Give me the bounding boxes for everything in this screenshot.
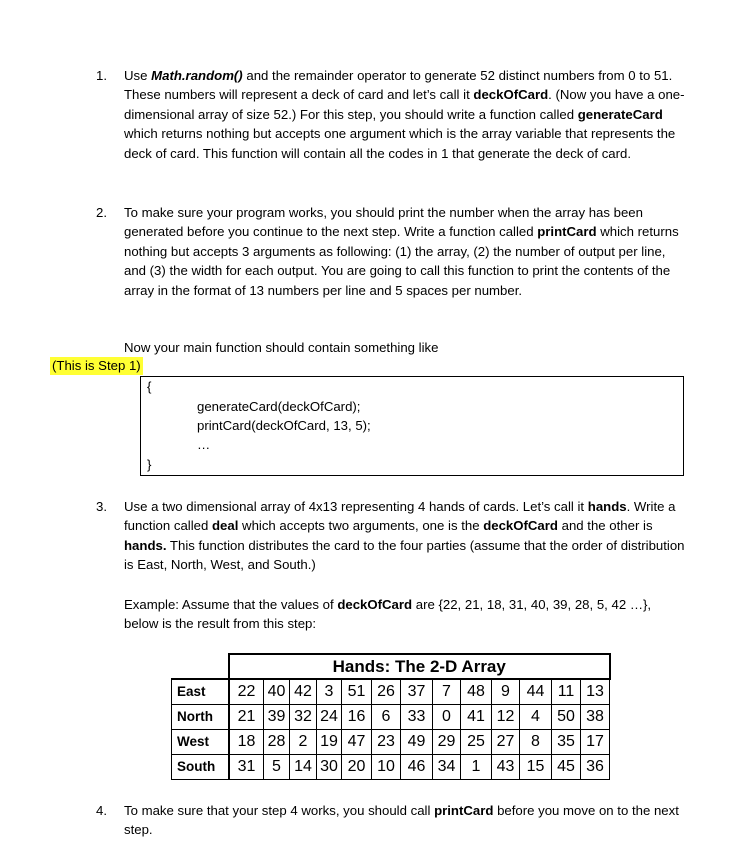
item-text (124, 497, 686, 575)
text-run: deckOfCard (337, 597, 413, 612)
table-cell: 31 (229, 755, 264, 780)
text-run: and the other is (557, 518, 653, 534)
code-line: … (197, 437, 211, 452)
table-row (172, 705, 610, 730)
table-cell: 22 (229, 679, 264, 705)
row-label: East (172, 679, 230, 705)
row-label: West (172, 730, 230, 755)
item-number: 3. (96, 499, 107, 514)
table-cell: 38 (581, 705, 610, 730)
code-line: generateCard(deckOfCard); (197, 399, 361, 414)
text-run: . (Now you have a one-dimensional array of size 52.) For this step, you should write a function called (124, 87, 685, 122)
item-text (124, 203, 686, 300)
text-run: deckOfCard (473, 87, 549, 103)
text-run: Use (124, 68, 152, 83)
table-cell: 19 (317, 730, 342, 755)
table-cell: 3 (317, 679, 342, 705)
table-cell: 49 (401, 730, 433, 755)
table-cell: 17 (581, 730, 610, 755)
table-cell: 15 (520, 755, 552, 780)
table-cell: 28 (264, 730, 290, 755)
list-item-3 (96, 497, 686, 575)
text-run: generateCard (577, 106, 663, 122)
text-run: printCard (434, 803, 494, 818)
text-run: . Write a function called (124, 499, 676, 534)
text-run: deal (211, 518, 239, 534)
table-cell: 41 (461, 705, 492, 730)
text-run: before you move on to the next step. (124, 803, 679, 838)
hands-table (171, 653, 611, 780)
table-cell: 32 (290, 705, 317, 730)
table-cell: 7 (433, 679, 461, 705)
table-cell: 25 (461, 730, 492, 755)
table-cell: 40 (264, 679, 290, 705)
row-label: South (172, 755, 230, 780)
table-cell: 11 (552, 679, 581, 705)
table-cell: 47 (342, 730, 372, 755)
text-run: deckOfCard (483, 518, 558, 534)
list-item-4 (96, 801, 686, 840)
table-cell: 39 (264, 705, 290, 730)
table-title: Hands: The 2-D Array (229, 654, 610, 679)
list-item-1 (96, 66, 686, 163)
table-cell: 16 (342, 705, 372, 730)
table-cell: 44 (520, 679, 552, 705)
list-item-2 (96, 203, 686, 300)
step-highlight-label: (This is Step 1) (52, 358, 141, 373)
table-corner (172, 654, 230, 679)
table-cell: 26 (372, 679, 401, 705)
item-number: 4. (96, 803, 107, 818)
code-line: printCard(deckOfCard, 13, 5); (197, 418, 371, 433)
item-text (124, 66, 686, 163)
table-cell: 50 (552, 705, 581, 730)
table-cell: 30 (317, 755, 342, 780)
code-open-brace: { (147, 379, 152, 394)
code-close-brace: } (147, 457, 152, 472)
table-cell: 13 (581, 679, 610, 705)
table-cell: 36 (581, 755, 610, 780)
table-cell: 27 (492, 730, 520, 755)
table-cell: 42 (290, 679, 317, 705)
text-run: which accepts two arguments, one is the (238, 518, 484, 534)
table-cell: 51 (342, 679, 372, 705)
table-cell: 9 (492, 679, 520, 705)
text-run: which returns nothing but accepts one argument which is the array variable that represents the deck of card. This function will contain all the codes in 1 that generate the deck of card. (124, 126, 676, 161)
main-intro-text: Now your main function should contain something like (124, 340, 439, 355)
table-cell: 37 (401, 679, 433, 705)
table-row (172, 730, 610, 755)
example-text (124, 595, 684, 634)
text-run: To make sure that your step 4 works, you should call (124, 803, 435, 818)
item-number: 2. (96, 205, 107, 220)
text-run: To make sure your program works, you should print the number when the array has been generated before you continue to the next step. Write a function called (124, 205, 643, 240)
text-run: hands. (124, 537, 167, 553)
text-run: Math.random() (151, 68, 243, 83)
table-cell: 6 (372, 705, 401, 730)
table-cell: 46 (401, 755, 433, 780)
table-cell: 20 (342, 755, 372, 780)
table-cell: 21 (229, 705, 264, 730)
table-cell: 29 (433, 730, 461, 755)
table-cell: 5 (264, 755, 290, 780)
table-cell: 4 (520, 705, 552, 730)
table-row (172, 755, 610, 780)
text-run: which returns nothing but accepts 3 arguments as following: (1) the array, (2) the number of output per line, and (3) the width for each output. You are going to call this function to print the contents of the array in the format of 13 numbers per line and 5 spaces per number. (124, 224, 679, 298)
table-cell: 14 (290, 755, 317, 780)
table-cell: 43 (492, 755, 520, 780)
item-number: 1. (96, 68, 107, 83)
table-cell: 18 (229, 730, 264, 755)
text-run: Example: Assume that the values of (124, 597, 338, 612)
text-run: printCard (537, 224, 597, 240)
table-cell: 10 (372, 755, 401, 780)
table-cell: 2 (290, 730, 317, 755)
text-run: and the remainder operator to generate 52 distinct numbers from 0 to 51. These numbers will represent a deck of card and let’s call it (124, 68, 673, 103)
table-cell: 48 (461, 679, 492, 705)
table-cell: 45 (552, 755, 581, 780)
table-cell: 23 (372, 730, 401, 755)
row-label: North (172, 705, 230, 730)
text-run: This function distributes the card to the four parties (assume that the order of distribution is East, North, West, and South.) (124, 537, 685, 573)
table-cell: 34 (433, 755, 461, 780)
code-block (140, 376, 684, 476)
item-text (124, 801, 686, 840)
table-cell: 35 (552, 730, 581, 755)
table-cell: 24 (317, 705, 342, 730)
table-cell: 8 (520, 730, 552, 755)
text-run: hands (587, 499, 627, 514)
table-cell: 12 (492, 705, 520, 730)
text-run: are {22, 21, 18, 31, 40, 39, 28, 5, 42 …}, below is the result from this step: (124, 597, 652, 632)
table-cell: 0 (433, 705, 461, 730)
text-run: Use a two dimensional array of 4x13 representing 4 hands of cards. Let’s call it (124, 499, 588, 514)
table-cell: 1 (461, 755, 492, 780)
table-row (172, 679, 610, 705)
table-cell: 33 (401, 705, 433, 730)
